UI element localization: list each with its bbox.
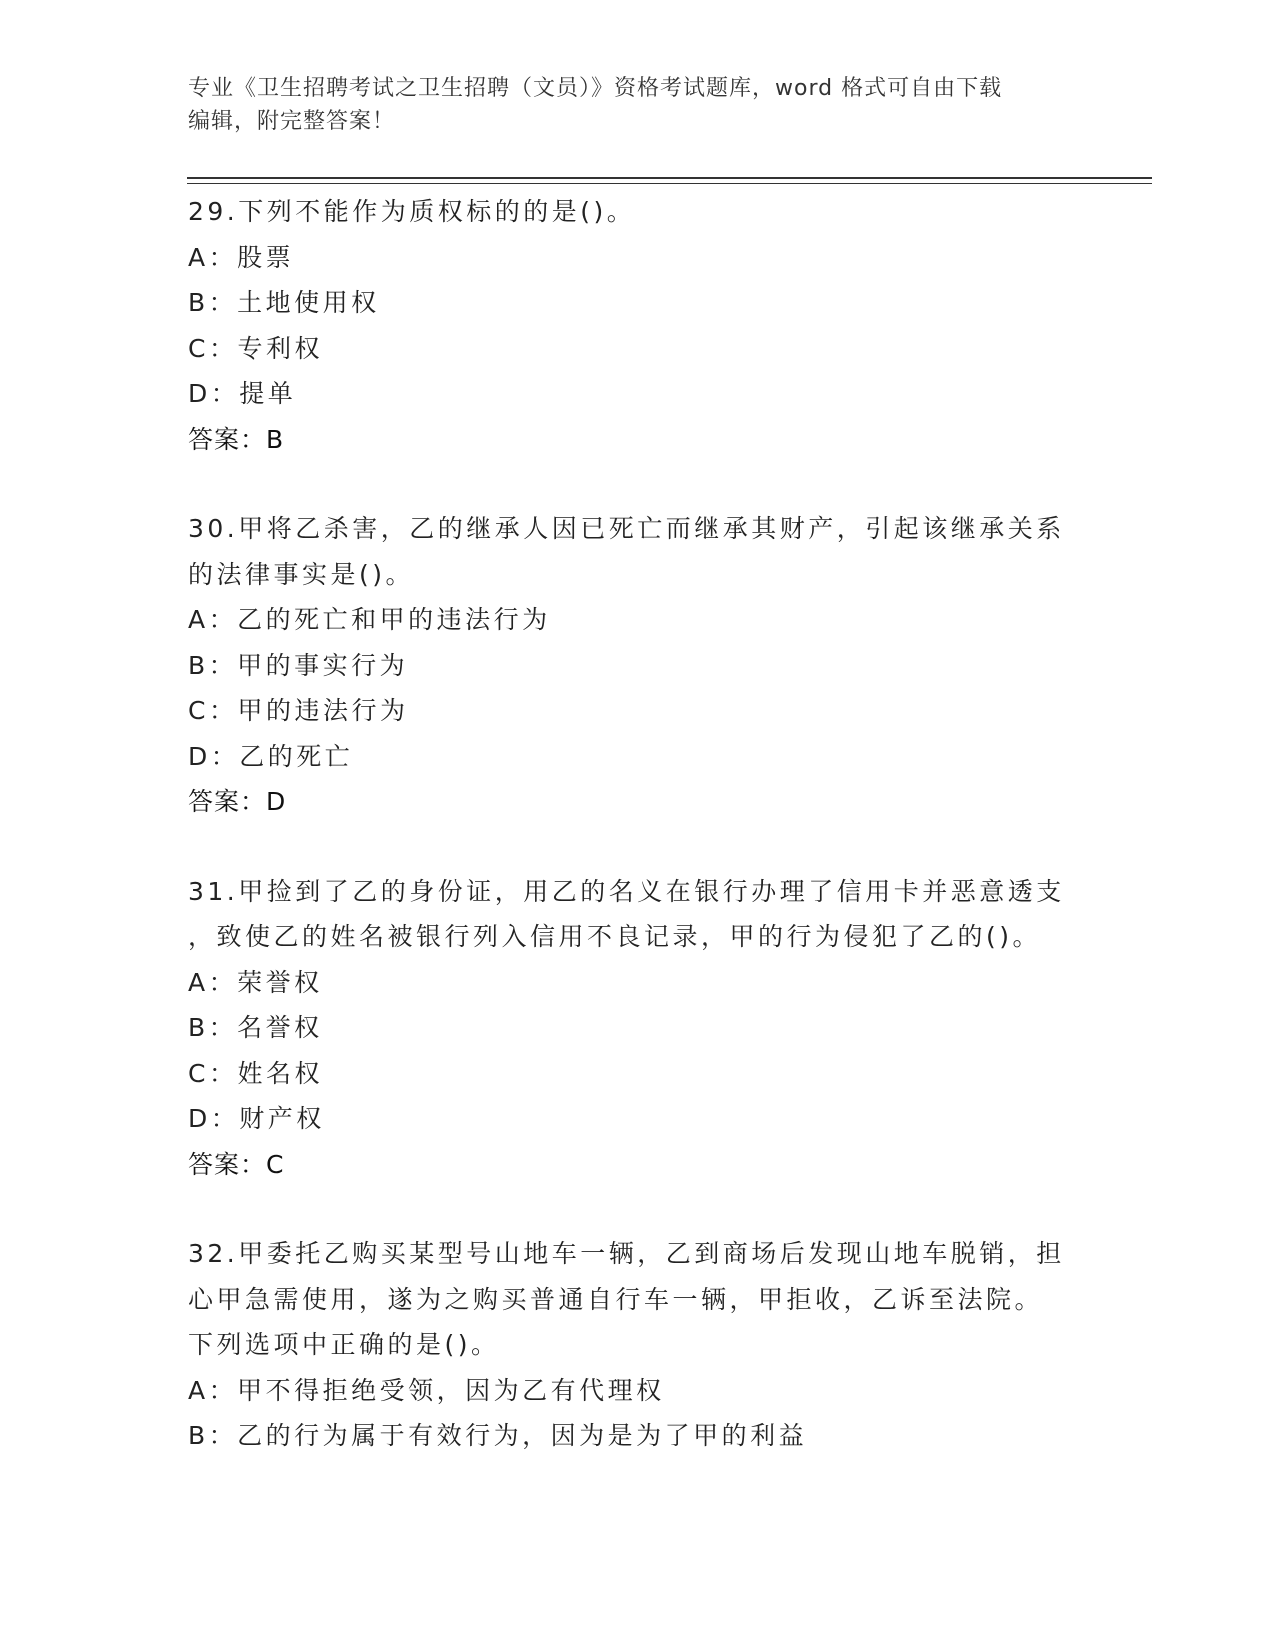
option-b: B：名誉权 [188, 1013, 323, 1042]
option-c: C：专利权 [188, 333, 323, 363]
option-d: D：提单 [188, 379, 297, 408]
question-stem: 30.甲将乙杀害，乙的继承人因已死亡而继承其财产，引起该继承关系 [188, 514, 1065, 543]
header-line-2: 编辑，附完整答案！ [188, 109, 396, 134]
question-stem: 31.甲捡到了乙的身份证，用乙的名义在银行办理了信用卡并恶意透支 [188, 876, 1065, 906]
question-stem: 32.甲委托乙购买某型号山地车一辆，乙到商场后发现山地车脱销，担 [188, 1239, 1065, 1268]
option-b: B：甲的事实行为 [188, 650, 409, 680]
question-stem: 29.下列不能作为质权标的的是()。 [188, 197, 636, 226]
question-30 [188, 506, 1088, 825]
option-a: A：甲不得拒绝受领，因为乙有代理权 [188, 1375, 665, 1405]
option-b: B：土地使用权 [188, 288, 380, 317]
option-c: C：甲的违法行为 [188, 696, 409, 725]
option-c: C：姓名权 [188, 1058, 323, 1088]
question-stem-continued: ，致使乙的姓名被银行列入信用不良记录，甲的行为侵犯了乙的()。 [188, 922, 1042, 951]
header-rule-thin [187, 183, 1152, 184]
option-b: B：乙的行为属于有效行为，因为是为了甲的利益 [188, 1421, 808, 1450]
question-stem-continued: 下列选项中正确的是()。 [188, 1330, 500, 1359]
option-a: A：荣誉权 [188, 967, 323, 997]
answer: 答案：B [188, 424, 285, 454]
question-stem-continued: 的法律事实是()。 [188, 559, 415, 589]
question-32 [188, 1231, 1088, 1459]
option-a: A：股票 [188, 242, 295, 272]
question-29 [188, 189, 1088, 462]
header-rule-thick [187, 177, 1152, 179]
option-d: D：乙的死亡 [188, 741, 354, 771]
option-d: D：财产权 [188, 1104, 325, 1133]
header-line-1: 专业《卫生招聘考试之卫生招聘（文员）》资格考试题库，word 格式可自由下载 [188, 76, 1003, 101]
document-header [188, 72, 1068, 138]
question-list [188, 189, 1088, 1503]
question-31 [188, 869, 1088, 1188]
answer: 答案：D [188, 787, 287, 816]
option-a: A：乙的死亡和甲的违法行为 [188, 605, 551, 634]
question-stem-continued: 心甲急需使用，遂为之购买普通自行车一辆，甲拒收，乙诉至法院。 [188, 1284, 1044, 1314]
answer: 答案：C [188, 1149, 285, 1179]
